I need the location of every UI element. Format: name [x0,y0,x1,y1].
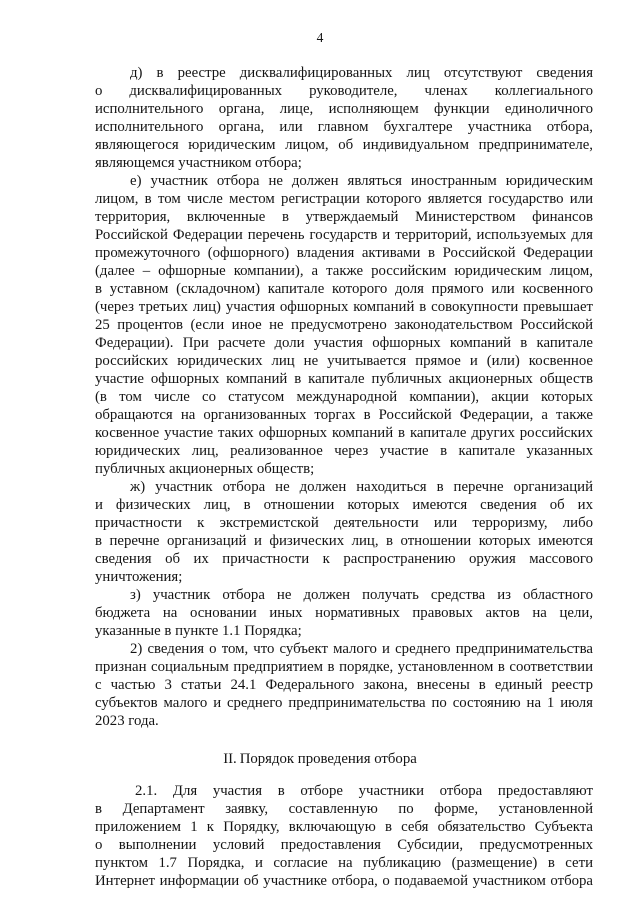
text-line: с частью 3 статьи 24.1 Федерального закона, внесены в единый реестр [95,677,593,693]
text-line: указанные в пункте 1.1 Порядка; [95,623,302,639]
text-line: в перечне организаций и физических лиц, в отношении которых имеются [95,533,593,549]
section-heading: II. Порядок проведения отбора [223,751,417,767]
text-line: признан социальным предприятием в порядке, установленном в соответствии [95,659,593,675]
text-line: являющемся участником отбора; [95,155,302,171]
text-line: ж) участник отбора не должен находиться в перечне организаций [130,479,593,495]
text-line: з) участник отбора не должен получать средства из областного [130,587,593,603]
text-line: и физических лиц, в отношении которых имеются сведения об их [95,497,593,513]
text-line: лицом, в том числе местом регистрации которого является государство или [95,191,593,207]
text-line: (в том числе со статусом международной компании), акции которых [95,389,593,405]
text-line: являющегося юридическим лицом, об индивидуальном предпринимателе, [95,137,593,153]
text-line: е) участник отбора не должен являться иностранным юридическим [130,173,593,189]
text-line: обращаются на организованных торгах в Российской Федерации, а также [95,407,593,423]
text-line: о выполнении условий предоставления Субсидии, предусмотренных [95,837,593,853]
text-line: уничтожения; [95,569,183,585]
page-number: 4 [316,30,324,45]
text-line: д) в реестре дисквалифицированных лиц отсутствуют сведения [130,65,593,81]
text-line: Интернет информации об участнике отбора, о подаваемой участником отбора [95,873,593,889]
text-line: косвенное участие таких офшорных компаний в капитале других российских [95,425,593,441]
text-line: Федерации). При расчете доли участия офшорных компаний в капитале [95,335,593,351]
text-line: в уставном (складочном) капитале которого доля прямого или косвенного [95,281,593,297]
text-line: сведения об их причастности к распространению оружия массового [95,551,593,567]
text-line: публичных акционерных обществ; [95,461,315,477]
text-line: российских юридических лиц не учитывается прямое и (или) косвенное [95,353,593,369]
text-line: 2) сведения о том, что субъект малого и среднего предпринимательства [130,641,593,657]
text-line: о дисквалифицированных руководителе, членах коллегиального [95,83,593,99]
text-line: 25 процентов (если иное не предусмотрено законодательством Российской [95,317,593,333]
text-line: промежуточного (офшорного) владения активами в Российской Федерации [95,245,593,261]
text-line: приложением 1 к Порядку, включающую в себя обязательство Субъекта [95,819,593,835]
text-line: 2.1. Для участия в отборе участники отбора предоставляют [135,783,593,799]
text-line: исполнительного органа, лице, исполняющем функции единоличного [95,101,593,117]
text-line: пунктом 1.7 Порядка, и согласие на публикацию (размещение) в сети [95,855,593,871]
text-line: в Департамент заявку, составленную по форме, установленной [95,801,593,817]
text-line: 2023 года. [95,713,159,729]
text-line: участие офшорных компаний в капитале публичных акционерных обществ [95,371,593,387]
text-line: Российской Федерации перечень государств и территорий, используемых для [95,227,593,243]
text-line: (далее – офшорные компании), а также российским юридическим лицом, [95,263,593,279]
text-line: (через третьих лиц) участия офшорных компаний в совокупности превышает [95,299,593,315]
text-line: субъектов малого и среднего предпринимательства по состоянию на 1 июля [95,695,593,711]
text-line: территория, включенные в утверждаемый Министерством финансов [95,209,593,225]
text-line: причастности к экстремистской деятельности или терроризму, либо [95,515,593,531]
text-line: исполнительного органа, или главном бухгалтере участника отбора, [95,119,593,135]
text-line: бюджета на основании иных нормативных правовых актов на цели, [95,605,593,621]
text-line: юридических лиц, реализованное через участие в капитале указанных [95,443,593,459]
